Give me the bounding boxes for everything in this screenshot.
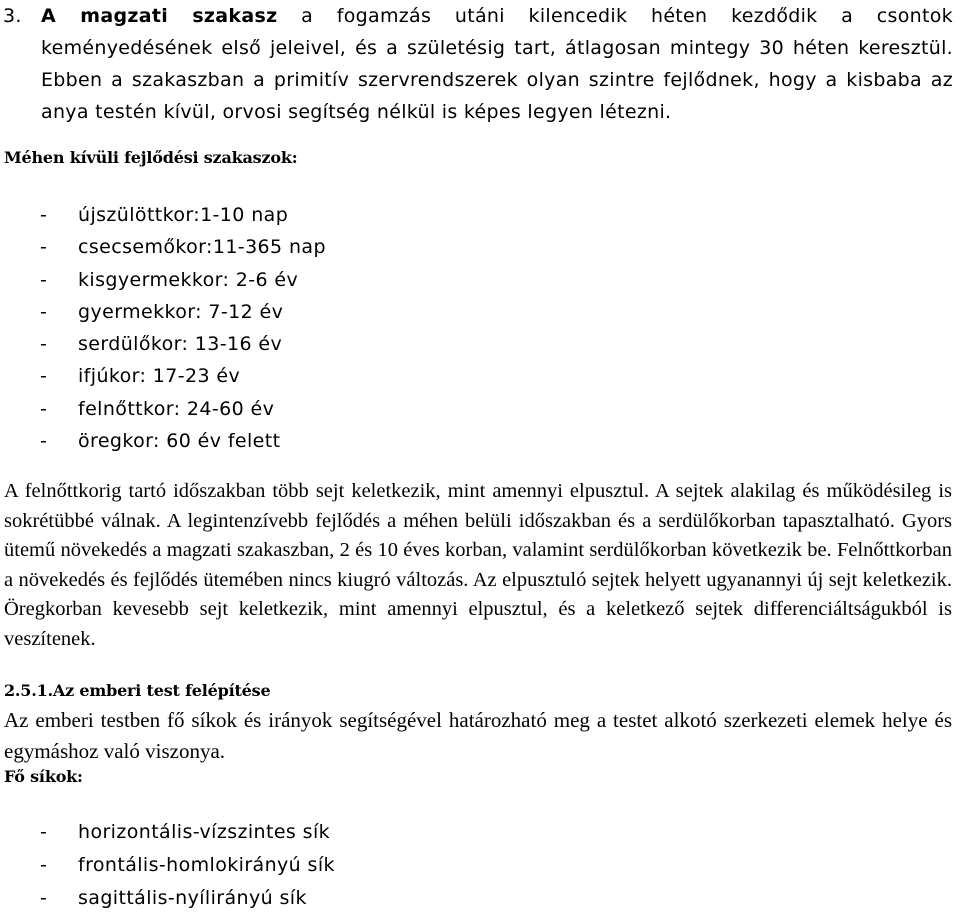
list-item-text: sagittális-nyílirányú sík <box>78 887 307 909</box>
section-heading: 2.5.1.Az emberi test felépítése <box>4 681 271 700</box>
planes-list <box>40 816 335 915</box>
list-item-text: öregkor: 60 év felett <box>78 430 281 453</box>
list-item <box>40 199 326 231</box>
list-item <box>40 231 326 263</box>
intro-paragraph <box>3 0 953 128</box>
section-paragraph: Az emberi testben fő síkok és irányok segítségével határozható meg a testet alkotó szerkezeti elemek helye és egymáshoz való viszonya. <box>4 708 952 763</box>
stages-heading: Méhen kívüli fejlődési szakaszok: <box>4 148 298 167</box>
dash-bullet: - <box>40 300 48 323</box>
list-number: 3. <box>3 5 22 27</box>
list-item-text: kisgyermekkor: 2-6 év <box>78 268 299 291</box>
list-item-text: horizontális-vízszintes sík <box>78 821 331 843</box>
dash-bullet: - <box>40 854 48 876</box>
dash-bullet: - <box>40 887 48 909</box>
list-item <box>40 328 326 360</box>
stages-list <box>40 199 326 457</box>
intro-bold-lead: A magzati szakasz <box>41 5 278 27</box>
dash-bullet: - <box>40 333 48 356</box>
intro-text <box>41 0 953 128</box>
list-item <box>40 296 326 328</box>
list-item <box>40 425 326 457</box>
list-item <box>40 360 326 392</box>
list-item-text: újszülöttkor:1-10 nap <box>78 204 289 226</box>
list-item-text: felnőttkor: 24-60 év <box>78 397 275 420</box>
development-paragraph: A felnőttkorig tartó időszakban több sejt keletkezik, mint amennyi elpusztul. A sejtek alakilag és működésileg is sokrétübbé válnak. A legintenzívebb fejlődés a méhen belüli időszakban és a serdülőkorban tapasztalható. Gyors ütemű növekedés a magzati szakaszban, 2 és 10 éves korban, valamint serdülőkorban következik be. Felnőttkorban a növekedés és fejlődés ütemében nincs kiugró változás. Az elpusztuló sejtek helyett ugyanannyi új sejt keletkezik. Öregkorban kevesebb sejt keletkezik, mint amennyi elpusztul, és a keletkező sejtek differenciáltságukból is veszítenek. <box>4 480 952 650</box>
dash-bullet: - <box>40 397 48 420</box>
planes-heading: Fő síkok: <box>4 767 83 786</box>
intro-body: a fogamzás utáni kilencedik héten kezdődik a csontok keményedésének első jeleivel, és a születésig tart, átlagosan mintegy 30 héten keresztül. Ebben a szakaszban a primitív szervrendszerek olyan szintre fejlődnek, hogy a kisbaba az anya testén kívül, orvosi segítség nélkül is képes legyen létezni. <box>41 5 953 123</box>
dash-bullet: - <box>40 204 48 226</box>
list-item <box>40 816 335 849</box>
list-item <box>40 849 335 882</box>
dash-bullet: - <box>40 365 48 388</box>
dash-bullet: - <box>40 268 48 291</box>
list-item-text: serdülőkor: 13-16 év <box>78 333 283 356</box>
dash-bullet: - <box>40 236 48 259</box>
dash-bullet: - <box>40 821 48 843</box>
list-item-text: ifjúkor: 17-23 év <box>78 365 241 388</box>
dash-bullet: - <box>40 430 48 453</box>
list-item <box>40 882 335 915</box>
list-item-text: gyermekkor: 7-12 év <box>78 300 284 323</box>
list-item-text: frontális-homlokirányú sík <box>78 854 335 876</box>
list-item-text: csecsemőkor:11-365 nap <box>78 236 326 259</box>
list-item <box>40 393 326 425</box>
list-item <box>40 264 326 296</box>
